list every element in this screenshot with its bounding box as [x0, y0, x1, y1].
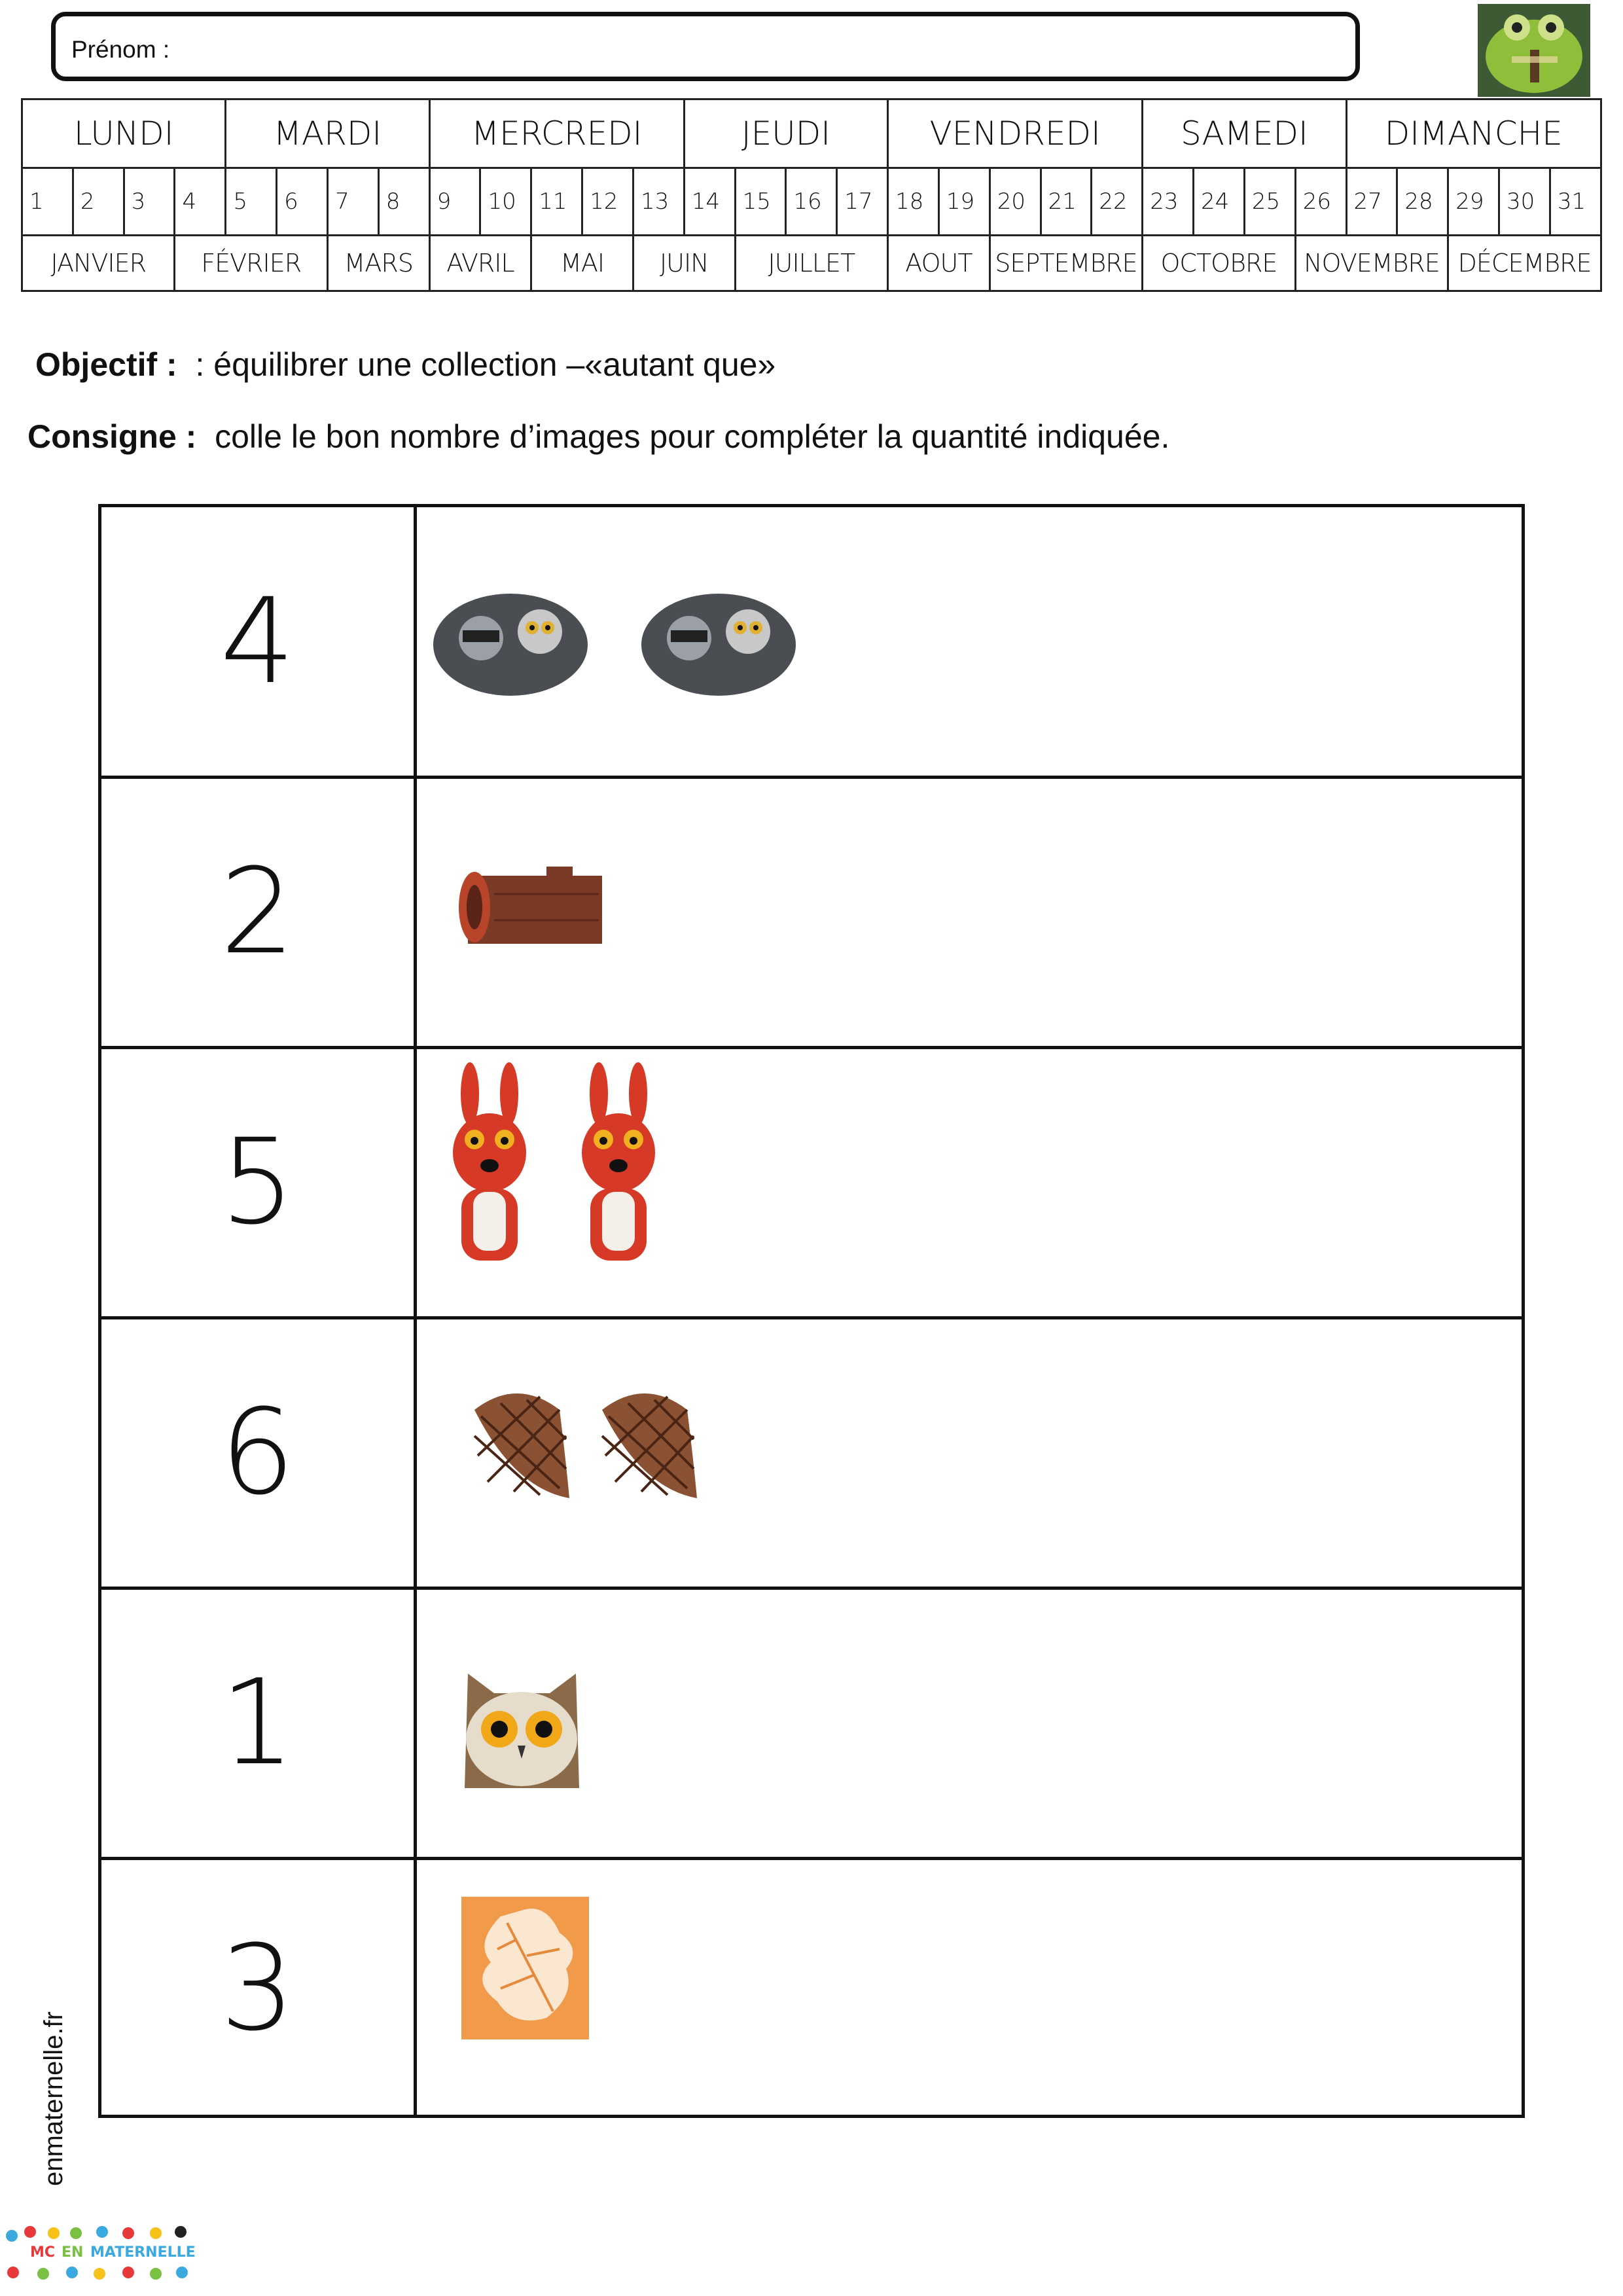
date-cell[interactable]: 3 [124, 168, 175, 236]
site-watermark: enmaternelle.fr [39, 2011, 68, 2186]
owl-head-image [461, 1667, 582, 1788]
name-field[interactable] [51, 12, 1360, 81]
month-cell[interactable]: JANVIER [22, 236, 175, 291]
instruction-text: colle le bon nombre d’images pour compléter la quantité indiquée. [215, 418, 1170, 455]
instruction-label: Consigne : [27, 418, 197, 455]
month-cell[interactable]: OCTOBRE [1143, 236, 1295, 291]
date-cell[interactable]: 24 [1194, 168, 1245, 236]
weekday-row [22, 99, 1601, 168]
svg-text:MC: MC [30, 2244, 56, 2261]
date-cell[interactable]: 6 [277, 168, 328, 236]
day-cell[interactable]: MARDI [226, 99, 429, 168]
name-label: Prénom : [71, 36, 170, 63]
month-row [22, 236, 1601, 291]
day-cell[interactable]: SAMEDI [1143, 99, 1346, 168]
target-number: 1 [101, 1588, 417, 1857]
red-rabbit-image [447, 1061, 532, 1270]
month-cell[interactable]: AVRIL [429, 236, 531, 291]
pine-cone-image [461, 1384, 573, 1501]
raccoon-owl-image [637, 586, 800, 697]
red-rabbit-image [576, 1061, 661, 1270]
exercise-row [101, 1859, 1522, 2118]
month-cell[interactable]: AOUT [888, 236, 990, 291]
day-cell[interactable]: JEUDI [684, 99, 887, 168]
day-cell[interactable]: LUNDI [22, 99, 226, 168]
date-cell[interactable]: 29 [1448, 168, 1499, 236]
objective-text: : équilibrer une collection –«autant que» [195, 346, 776, 383]
raccoon-owl-image [429, 586, 592, 697]
date-cell[interactable]: 15 [735, 168, 786, 236]
date-cell[interactable]: 27 [1346, 168, 1397, 236]
target-number: 4 [101, 507, 417, 776]
month-cell[interactable]: NOVEMBRE [1295, 236, 1448, 291]
date-cell[interactable]: 16 [786, 168, 837, 236]
exercise-grid [98, 504, 1525, 2118]
date-cell[interactable]: 5 [226, 168, 277, 236]
date-number-row [22, 168, 1601, 236]
pine-cone-image [589, 1384, 700, 1501]
book-cover-image [1478, 4, 1590, 97]
target-number: 2 [101, 778, 417, 1046]
target-number: 3 [101, 1859, 417, 2118]
objective-line [35, 346, 776, 384]
exercise-row [101, 507, 1522, 776]
date-cell[interactable]: 17 [837, 168, 888, 236]
date-cell[interactable]: 26 [1295, 168, 1346, 236]
date-cell[interactable]: 31 [1550, 168, 1601, 236]
target-number: 6 [101, 1318, 417, 1587]
calendar-table [21, 98, 1602, 292]
svg-text:MATERNELLE: MATERNELLE [90, 2244, 196, 2261]
date-cell[interactable]: 19 [938, 168, 990, 236]
day-cell[interactable]: DIMANCHE [1346, 99, 1601, 168]
date-cell[interactable]: 1 [22, 168, 73, 236]
date-cell[interactable]: 9 [429, 168, 480, 236]
svg-text:EN: EN [62, 2244, 84, 2261]
month-cell[interactable]: JUIN [633, 236, 735, 291]
day-cell[interactable]: VENDREDI [888, 99, 1143, 168]
exercise-row [101, 1318, 1522, 1587]
date-cell[interactable]: 30 [1499, 168, 1550, 236]
exercise-row [101, 778, 1522, 1046]
target-number: 5 [101, 1048, 417, 1316]
exercise-row [101, 1588, 1522, 1857]
log-image [455, 861, 605, 946]
date-cell[interactable]: 14 [684, 168, 735, 236]
date-cell[interactable]: 4 [175, 168, 226, 236]
instruction-line [27, 418, 1169, 456]
date-cell[interactable]: 12 [582, 168, 633, 236]
date-cell[interactable]: 20 [990, 168, 1041, 236]
date-cell[interactable]: 2 [73, 168, 124, 236]
month-cell[interactable]: MAI [531, 236, 633, 291]
month-cell[interactable]: DÉCEMBRE [1448, 236, 1601, 291]
date-cell[interactable]: 10 [480, 168, 531, 236]
date-cell[interactable]: 25 [1244, 168, 1295, 236]
date-cell[interactable]: 13 [633, 168, 684, 236]
day-cell[interactable]: MERCREDI [429, 99, 684, 168]
date-cell[interactable]: 23 [1143, 168, 1194, 236]
date-cell[interactable]: 18 [888, 168, 939, 236]
oak-leaf-image [461, 1897, 589, 2039]
date-cell[interactable]: 28 [1397, 168, 1448, 236]
date-cell[interactable]: 21 [1041, 168, 1092, 236]
month-cell[interactable]: JUILLET [735, 236, 887, 291]
date-cell[interactable]: 22 [1092, 168, 1143, 236]
exercise-row [101, 1048, 1522, 1316]
month-cell[interactable]: MARS [327, 236, 429, 291]
objective-label: Objectif : [35, 346, 177, 383]
date-cell[interactable]: 7 [327, 168, 378, 236]
date-cell[interactable]: 11 [531, 168, 582, 236]
site-logo [4, 2224, 200, 2284]
date-cell[interactable]: 8 [378, 168, 429, 236]
month-cell[interactable]: SEPTEMBRE [990, 236, 1142, 291]
month-cell[interactable]: FÉVRIER [175, 236, 327, 291]
